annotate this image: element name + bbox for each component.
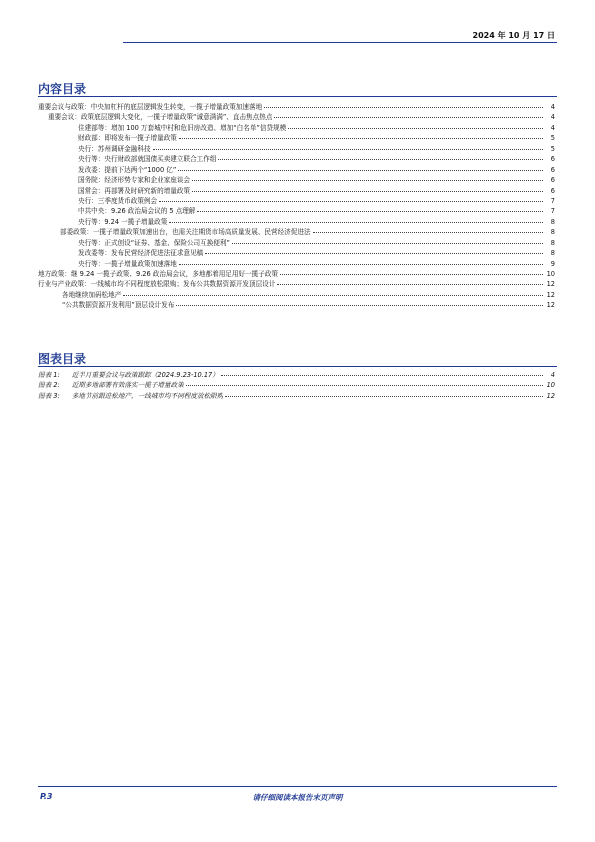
figures-title: 图表目录 <box>38 352 87 366</box>
dot-leader <box>153 149 543 150</box>
figure-label: 图表 1: <box>38 371 60 379</box>
toc-entry-page: 8 <box>550 238 555 247</box>
header-date: 2024 年 10 月 17 日 <box>472 31 555 40</box>
toc-entry[interactable] <box>38 279 555 289</box>
toc-entry[interactable] <box>38 300 555 310</box>
toc-entry-page: 4 <box>550 113 555 122</box>
dot-leader <box>192 191 543 192</box>
toc-entry[interactable] <box>38 227 555 237</box>
toc-entry-page: 6 <box>550 176 555 185</box>
toc-entry-page: 12 <box>546 280 555 289</box>
toc-entry[interactable] <box>38 248 555 258</box>
footer-rule <box>38 786 557 787</box>
toc-entry-page: 8 <box>550 217 555 226</box>
toc-entry-page: 7 <box>550 196 555 205</box>
toc-entry-text: 央行等：9.24 一揽子增量政策 <box>78 217 168 226</box>
toc-entry[interactable] <box>38 133 555 143</box>
toc-entry-page: 8 <box>550 228 555 237</box>
toc-entry[interactable] <box>38 154 555 164</box>
toc-entry-page: 5 <box>550 134 555 143</box>
header-rule <box>123 42 557 43</box>
toc-entry-text: 住建部等：增加 100 万套城中村和危旧房改造、增加“白名单”信贷规模 <box>78 123 287 132</box>
dot-leader <box>288 128 543 129</box>
dot-leader <box>179 138 543 139</box>
toc-entry-text: 部委政策：一揽子增量政策加速出台，也需关注期货市场高质量发展、民营经济促进法 <box>60 228 311 237</box>
dot-leader <box>169 222 543 223</box>
toc-entry[interactable] <box>38 217 555 227</box>
dot-leader <box>225 396 543 397</box>
figures-title-rule <box>38 366 557 367</box>
toc-entry-text: 行业与产业政策：一线城市均不同程度放松限购；发布公共数据资源开发顶层设计 <box>38 280 276 289</box>
toc-entry-page: 12 <box>546 391 555 400</box>
toc-entry-text: 国常会：再部署及时研究新的增量政策 <box>78 186 191 195</box>
dot-leader <box>232 243 543 244</box>
toc-entry-text: 央行等：央行财政部就国债买卖建立联合工作组 <box>78 155 217 164</box>
dot-leader <box>186 385 543 386</box>
dot-leader <box>159 201 543 202</box>
toc-entry[interactable] <box>38 102 555 112</box>
toc-entry-page: 4 <box>550 371 555 379</box>
toc-entry-page: 9 <box>550 259 555 268</box>
toc-entry[interactable] <box>38 206 555 216</box>
dot-leader <box>178 170 543 171</box>
toc-entry-page: 12 <box>546 301 555 310</box>
toc-entry[interactable] <box>38 238 555 248</box>
toc-entry[interactable] <box>38 196 555 206</box>
toc-entry-page: 12 <box>546 290 555 299</box>
toc-entry-text: 央行：苏州调研金融科技 <box>78 144 151 153</box>
toc-entry-text: 发改委：提前下达两个“1000 亿” <box>78 165 177 174</box>
dot-leader <box>179 264 543 265</box>
figure-label: 图表 3: <box>38 391 60 400</box>
dot-leader <box>218 159 543 160</box>
toc-entry-text: 国务院：经济形势专家和企业家座谈会 <box>78 176 191 185</box>
toc-entry-page: 8 <box>550 249 555 258</box>
toc-entry[interactable] <box>38 391 555 401</box>
toc-entry-text: 央行等：一揽子增量政策加速落地 <box>78 259 177 268</box>
figures-list <box>38 370 555 401</box>
toc-entry-text: 地方政策：继 9.24 一揽子政策、9.26 政治局会议，多地都着用足用好一揽子政策 <box>38 270 279 278</box>
toc-entry-page: 6 <box>550 155 555 164</box>
toc-title-rule <box>38 96 557 97</box>
toc-entry-text: 发改委等：发布民营经济促进法征求意见稿 <box>78 249 204 258</box>
toc-entry-text: 央行：三季度货币政策例会 <box>78 196 158 205</box>
toc-entry-page: 5 <box>550 144 555 153</box>
dot-leader <box>176 305 543 306</box>
toc-entry-text: 重要会议：政策底层逻辑大变化，一揽子增量政策“诚意满满”、直击焦点热点 <box>48 113 273 122</box>
toc-entry[interactable] <box>38 259 555 269</box>
toc-entry[interactable] <box>38 123 555 133</box>
toc-entry-text: 财政部：即将发布一揽子增量政策 <box>78 134 177 143</box>
dot-leader <box>313 232 543 233</box>
toc-entry-text: “公共数据资源开发利用”顶层设计发布 <box>62 301 175 310</box>
toc-entry-text: 多地节前跟进松地产，一线城市均不同程度放松限购 <box>71 391 224 400</box>
toc-entry[interactable] <box>38 380 555 390</box>
toc-entry[interactable] <box>38 175 555 185</box>
toc-entry[interactable] <box>38 144 555 154</box>
toc-entry-page: 6 <box>550 186 555 195</box>
toc-entry-page: 6 <box>550 165 555 174</box>
dot-leader <box>280 274 543 275</box>
dot-leader <box>197 211 543 212</box>
toc-entry-text: 中共中央：9.26 政治局会议的 5 点理解 <box>78 207 196 216</box>
dot-leader <box>264 107 543 108</box>
toc-entry-text: 近期多地部署有效落实一揽子增量政策 <box>71 381 184 390</box>
toc-entry[interactable] <box>38 370 555 380</box>
dot-leader <box>192 180 543 181</box>
toc-list <box>38 102 555 311</box>
figure-label: 图表 2: <box>38 381 60 390</box>
toc-entry-text: 重要会议与政策：中央加杠杆的底层逻辑发生转变，一揽子增量政策加速落地 <box>38 103 263 111</box>
dot-leader <box>123 295 543 296</box>
dot-leader <box>205 253 543 254</box>
toc-entry-page: 10 <box>546 270 555 278</box>
toc-entry-text: 央行等：正式创设“证券、基金、保险公司互换便利” <box>78 238 230 247</box>
toc-entry[interactable] <box>38 165 555 175</box>
dot-leader <box>221 375 543 376</box>
toc-entry-page: 10 <box>546 381 555 390</box>
toc-entry-page: 4 <box>550 103 555 111</box>
toc-entry[interactable] <box>38 186 555 196</box>
footer-page-number: P.3 <box>40 792 53 801</box>
toc-entry[interactable] <box>38 112 555 122</box>
footer-disclaimer: 请仔细阅读本报告末页声明 <box>252 793 343 802</box>
dot-leader <box>277 284 543 285</box>
toc-entry-page: 4 <box>550 123 555 132</box>
toc-entry[interactable] <box>38 290 555 300</box>
toc-title: 内容目录 <box>38 82 87 96</box>
toc-entry[interactable] <box>38 269 555 279</box>
toc-entry-text: 近半月重要会议与政策跟踪（2024.9.23-10.17） <box>71 371 219 379</box>
dot-leader <box>274 117 543 118</box>
toc-entry-text: 各地继续加码松地产 <box>62 290 122 299</box>
toc-entry-page: 7 <box>550 207 555 216</box>
